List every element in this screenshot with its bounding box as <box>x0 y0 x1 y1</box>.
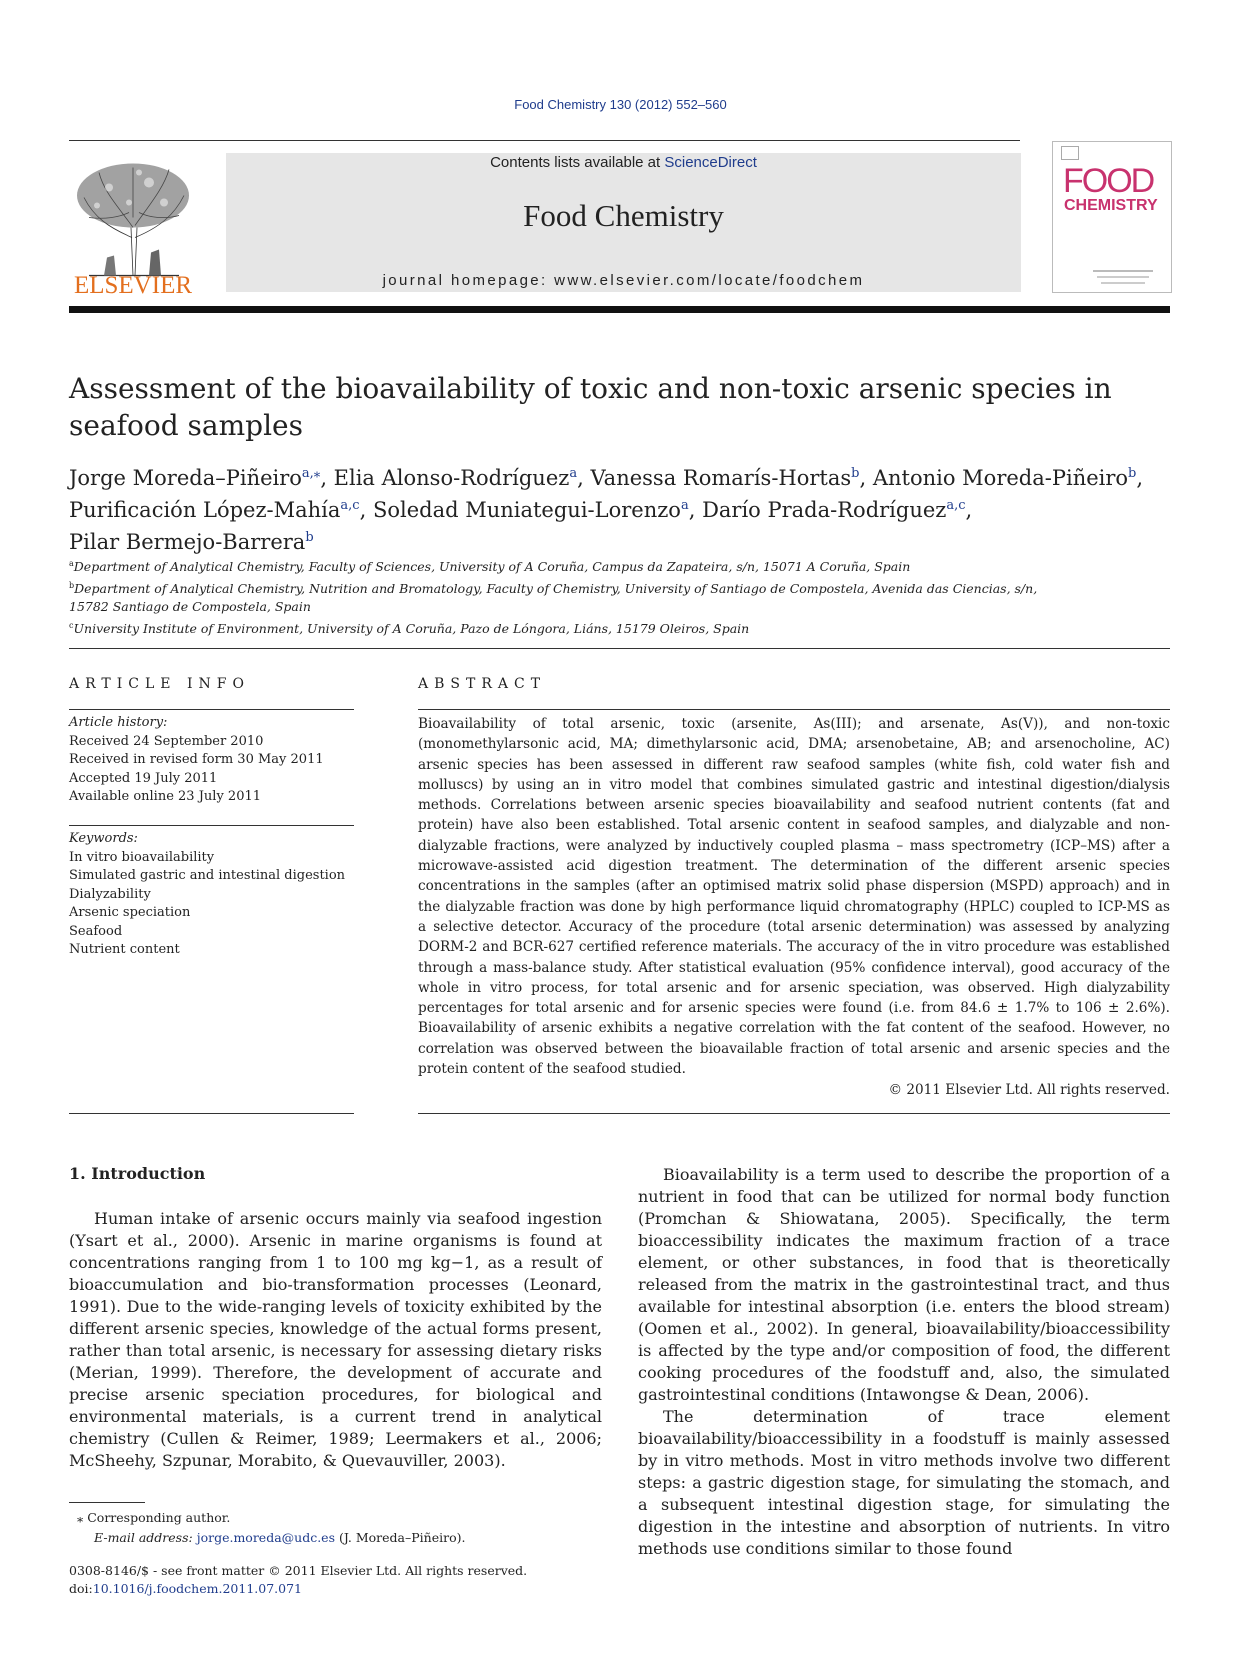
keyword: Seafood <box>69 923 123 939</box>
affiliation-text: Department of Analytical Chemistry, Nutrition and Bromatology, Faculty of Chemistry, University of Santiago de Compostela, Avenida das Ciencias, s/n, <box>74 580 1038 596</box>
intro-paragraph: Human intake of arsenic occurs mainly via seafood ingestion (Ysart et al., 2000). Arsenic in marine organisms is found at concentrations ranging from 1 to 100 mg kg−1, as a result of bioaccumulation and bio-transformation processes (Leonard, 1991). Due to the wide-ranging levels of toxicity exhibited by the different arsenic species, knowledge of the actual forms present, rather than total arsenic, is necessary for assessing dietary risks (Merian, 1999). Therefore, the development of accurate and precise arsenic speciation procedures, for biological and environmental materials, is a current trend in analytical chemistry (Cullen & Reimer, 1989; Leermakers et al., 2006; McSheehy, Szpunar, Morabito, & Quevauviller, 2003). <box>69 1209 602 1470</box>
author[interactable]: Purificación López-Mahía <box>69 498 341 522</box>
author-separator: , <box>359 498 373 522</box>
abstract-rule <box>418 709 1170 710</box>
introduction-heading: 1. Introduction <box>69 1164 206 1183</box>
affiliation-text: University Institute of Environment, University of A Coruña, Pazo de Lóngora, Liáns, 15179 Oleiros, Spain <box>73 620 750 636</box>
abstract-copyright: © 2011 Elsevier Ltd. All rights reserved. <box>888 1082 1170 1098</box>
keywords-label: Keywords: <box>69 831 138 846</box>
footnote-rule <box>69 1502 145 1503</box>
cover-small-logo <box>1061 146 1079 160</box>
journal-cover-thumbnail <box>1052 141 1172 293</box>
doi-line <box>69 1580 669 1598</box>
abstract-text: Bioavailability of total arsenic, toxic (arsenite, As(III); and arsenate, As(V)), and non-toxic (monomethylarsonic acid, MA; dimethylarsonic acid, DMA; arsenobetaine, AB; and arsenocholine, AC) arsenic species has been assessed in different raw seafood samples (white fish, cold water fish and molluscs) by using an in vitro model that combines simulated gastric and intestinal digestion/dialysis methods. Correlations between arsenic species bioavailability and seafood nutrient contents (fat and protein) have also been established. Total arsenic content in seafood samples, and dialyzable and non-dialyzable fractions, were analyzed by inductively coupled plasma – mass spectrometry (ICP–MS) after a microwave-assisted acid digestion treatment. The determination of the different arsenic species concentrations in the samples (after an optimised matrix solid phase dispersion (MSPD) approach) and in the dialyzable fraction was done by high performance liquid chromatography (HPLC) coupled to ICP-MS as a selective detector. Accuracy of the procedure (total arsenic determination) was assessed by analyzing DORM-2 and BCR-627 certified reference materials. The accuracy of the in vitro procedure was established through a mass-balance study. After statistical evaluation (95% confidence interval), good accuracy of the whole in vitro process, for total arsenic and for arsenic speciation, was observed. High dialyzability percentages for total arsenic and for arsenic species were found (i.e. from 84.6 ± 1.7% to 106 ± 2.6%). Bioavailability of arsenic exhibits a negative correlation with the fat content of the seafood. However, no correlation was observed between the bioavailable fraction of total arsenic and arsenic species and the protein content of the seafood studied. <box>418 716 1170 1078</box>
body-paragraph: Bioavailability is a term used to describe the proportion of a nutrient in food that can be utilized for normal body function (Promchan & Shiowatana, 2005). Specifically, the term bioaccessibility indicates the maximum fraction of a trace element, or other substances, in food that is theoretically released from the matrix in the gastrointestinal tract, and thus available for intestinal absorption (i.e. enters the blood stream) (Oomen et al., 2002). In general, bioavailability/bioaccessibility is affected by the type and/or composition of food, the different cooking procedures of the foodstuff and, also, the simulated gastrointestinal conditions (Intawongse & Dean, 2006). <box>638 1165 1170 1404</box>
journal-name: Food Chemistry <box>523 198 724 233</box>
author-separator: , <box>1136 466 1144 490</box>
email-suffix: (J. Moreda–Piñeiro). <box>335 1530 466 1545</box>
body-paragraph: The determination of trace element bioavailability/bioaccessibility in a foodstuff is mainly assessed by in vitro methods. Most in vitro methods involve two different steps: a gastric digestion stage, for simulating the stomach, and a subsequent intestinal digestion stage, for simulating the digestion in the intestine and absorption of nutrients. In vitro methods use conditions similar to those found <box>638 1407 1170 1558</box>
footnotes <box>69 1508 589 1548</box>
left-column <box>69 1208 602 1472</box>
author-separator: , <box>688 498 703 522</box>
author-affiliation-mark[interactable]: a,c <box>946 498 966 513</box>
email-note <box>69 1528 589 1548</box>
author-affiliation-mark[interactable]: a,⁎ <box>301 466 321 481</box>
author[interactable]: Darío Prada-Rodríguez <box>702 498 947 522</box>
contents-prefix: Contents lists available at <box>490 154 665 171</box>
issn-line: 0308-8146/$ - see front matter © 2011 Elsevier Ltd. All rights reserved. <box>69 1563 528 1578</box>
affiliation-mark: a <box>69 559 74 568</box>
doi-prefix: doi: <box>69 1581 93 1596</box>
elsevier-logo-text: ELSEVIER <box>73 272 193 299</box>
history-item: Received in revised form 30 May 2011 <box>69 752 324 767</box>
affiliation-mark: c <box>69 620 74 630</box>
header-rule <box>69 140 1020 141</box>
cover-title-food: FOOD <box>1063 162 1154 200</box>
article-info-rule <box>69 709 354 710</box>
article-title: Assessment of the bioavailability of toxic and non-toxic arsenic species in seafood samples <box>69 372 1112 442</box>
author-affiliation-mark[interactable]: b <box>1128 466 1137 481</box>
section-rule <box>69 648 1170 649</box>
contents-line <box>226 154 1021 171</box>
author[interactable]: Antonio Moreda-Piñeiro <box>872 466 1129 490</box>
abstract-heading: ABSTRACT <box>418 676 547 692</box>
keyword: Simulated gastric and intestinal digestion <box>69 868 346 883</box>
article-info-heading: ARTICLE INFO <box>69 676 250 692</box>
affiliation-text: Department of Analytical Chemistry, Faculty of Sciences, University of A Coruña, Campus da Zapateira, s/n, 15071 A Coruña, Spain <box>73 559 911 575</box>
journal-homepage[interactable]: journal homepage: www.elsevier.com/locate/foodchem <box>382 272 865 289</box>
cover-small-text-3 <box>1101 282 1145 284</box>
affiliation <box>69 577 1169 599</box>
cover-title-chemistry: CHEMISTRY <box>1064 197 1158 214</box>
keyword: In vitro bioavailability <box>69 849 215 865</box>
doi-link[interactable]: 10.1016/j.foodchem.2011.07.071 <box>92 1581 302 1596</box>
author[interactable]: Pilar Bermejo-Barrera <box>69 530 306 554</box>
journal-citation[interactable]: Food Chemistry 130 (2012) 552–560 <box>514 97 727 112</box>
author[interactable]: Soledad Muniategui-Lorenzo <box>372 498 681 522</box>
header-thick-rule <box>69 306 1170 313</box>
cover-small-text-2 <box>1097 276 1149 278</box>
corresponding-author-note: ⁎ Corresponding author. <box>77 1510 231 1525</box>
email-label: E-mail address: <box>94 1530 197 1545</box>
affiliation-continued <box>69 598 1169 617</box>
author-affiliation-mark[interactable]: a <box>569 466 578 481</box>
history-item: Received 24 September 2010 <box>69 733 264 749</box>
author-separator: , <box>320 466 334 490</box>
author-affiliation-mark[interactable]: a,c <box>340 498 360 513</box>
author[interactable]: Vanessa Romarís-Hortas <box>590 466 852 490</box>
affiliations <box>69 555 1169 638</box>
author-list <box>69 460 1169 556</box>
affiliation-mark: b <box>69 580 75 590</box>
article-history <box>69 714 354 807</box>
sciencedirect-link[interactable]: ScienceDirect <box>664 154 757 171</box>
article-info-bottom-rule <box>69 1113 354 1114</box>
author-affiliation-mark[interactable]: a <box>680 498 689 513</box>
affiliation-text: 15782 Santiago de Compostela, Spain <box>69 599 311 615</box>
keywords-rule <box>69 825 354 826</box>
author-affiliation-mark[interactable]: b <box>851 466 860 481</box>
author[interactable]: Jorge Moreda–Piñeiro <box>69 466 302 490</box>
author-separator: , <box>965 498 973 522</box>
keyword: Nutrient content <box>69 942 180 957</box>
author-affiliation-mark[interactable]: b <box>305 530 314 545</box>
history-label: Article history: <box>69 715 168 730</box>
abstract-bottom-rule <box>418 1113 1170 1114</box>
keyword: Arsenic speciation <box>69 905 191 920</box>
history-item: Accepted 19 July 2011 <box>69 770 218 786</box>
history-item: Available online 23 July 2011 <box>69 789 262 804</box>
email-link[interactable]: jorge.moreda@udc.es <box>196 1530 335 1545</box>
affiliation <box>69 617 1169 639</box>
issn-doi <box>69 1562 669 1598</box>
cover-small-text-1 <box>1093 270 1153 272</box>
right-column <box>638 1164 1170 1560</box>
author-separator: , <box>859 466 873 490</box>
affiliation <box>69 555 1169 577</box>
author-separator: , <box>577 466 591 490</box>
keyword: Dialyzability <box>69 886 151 902</box>
author[interactable]: Elia Alonso-Rodríguez <box>333 466 570 490</box>
keywords <box>69 830 354 960</box>
